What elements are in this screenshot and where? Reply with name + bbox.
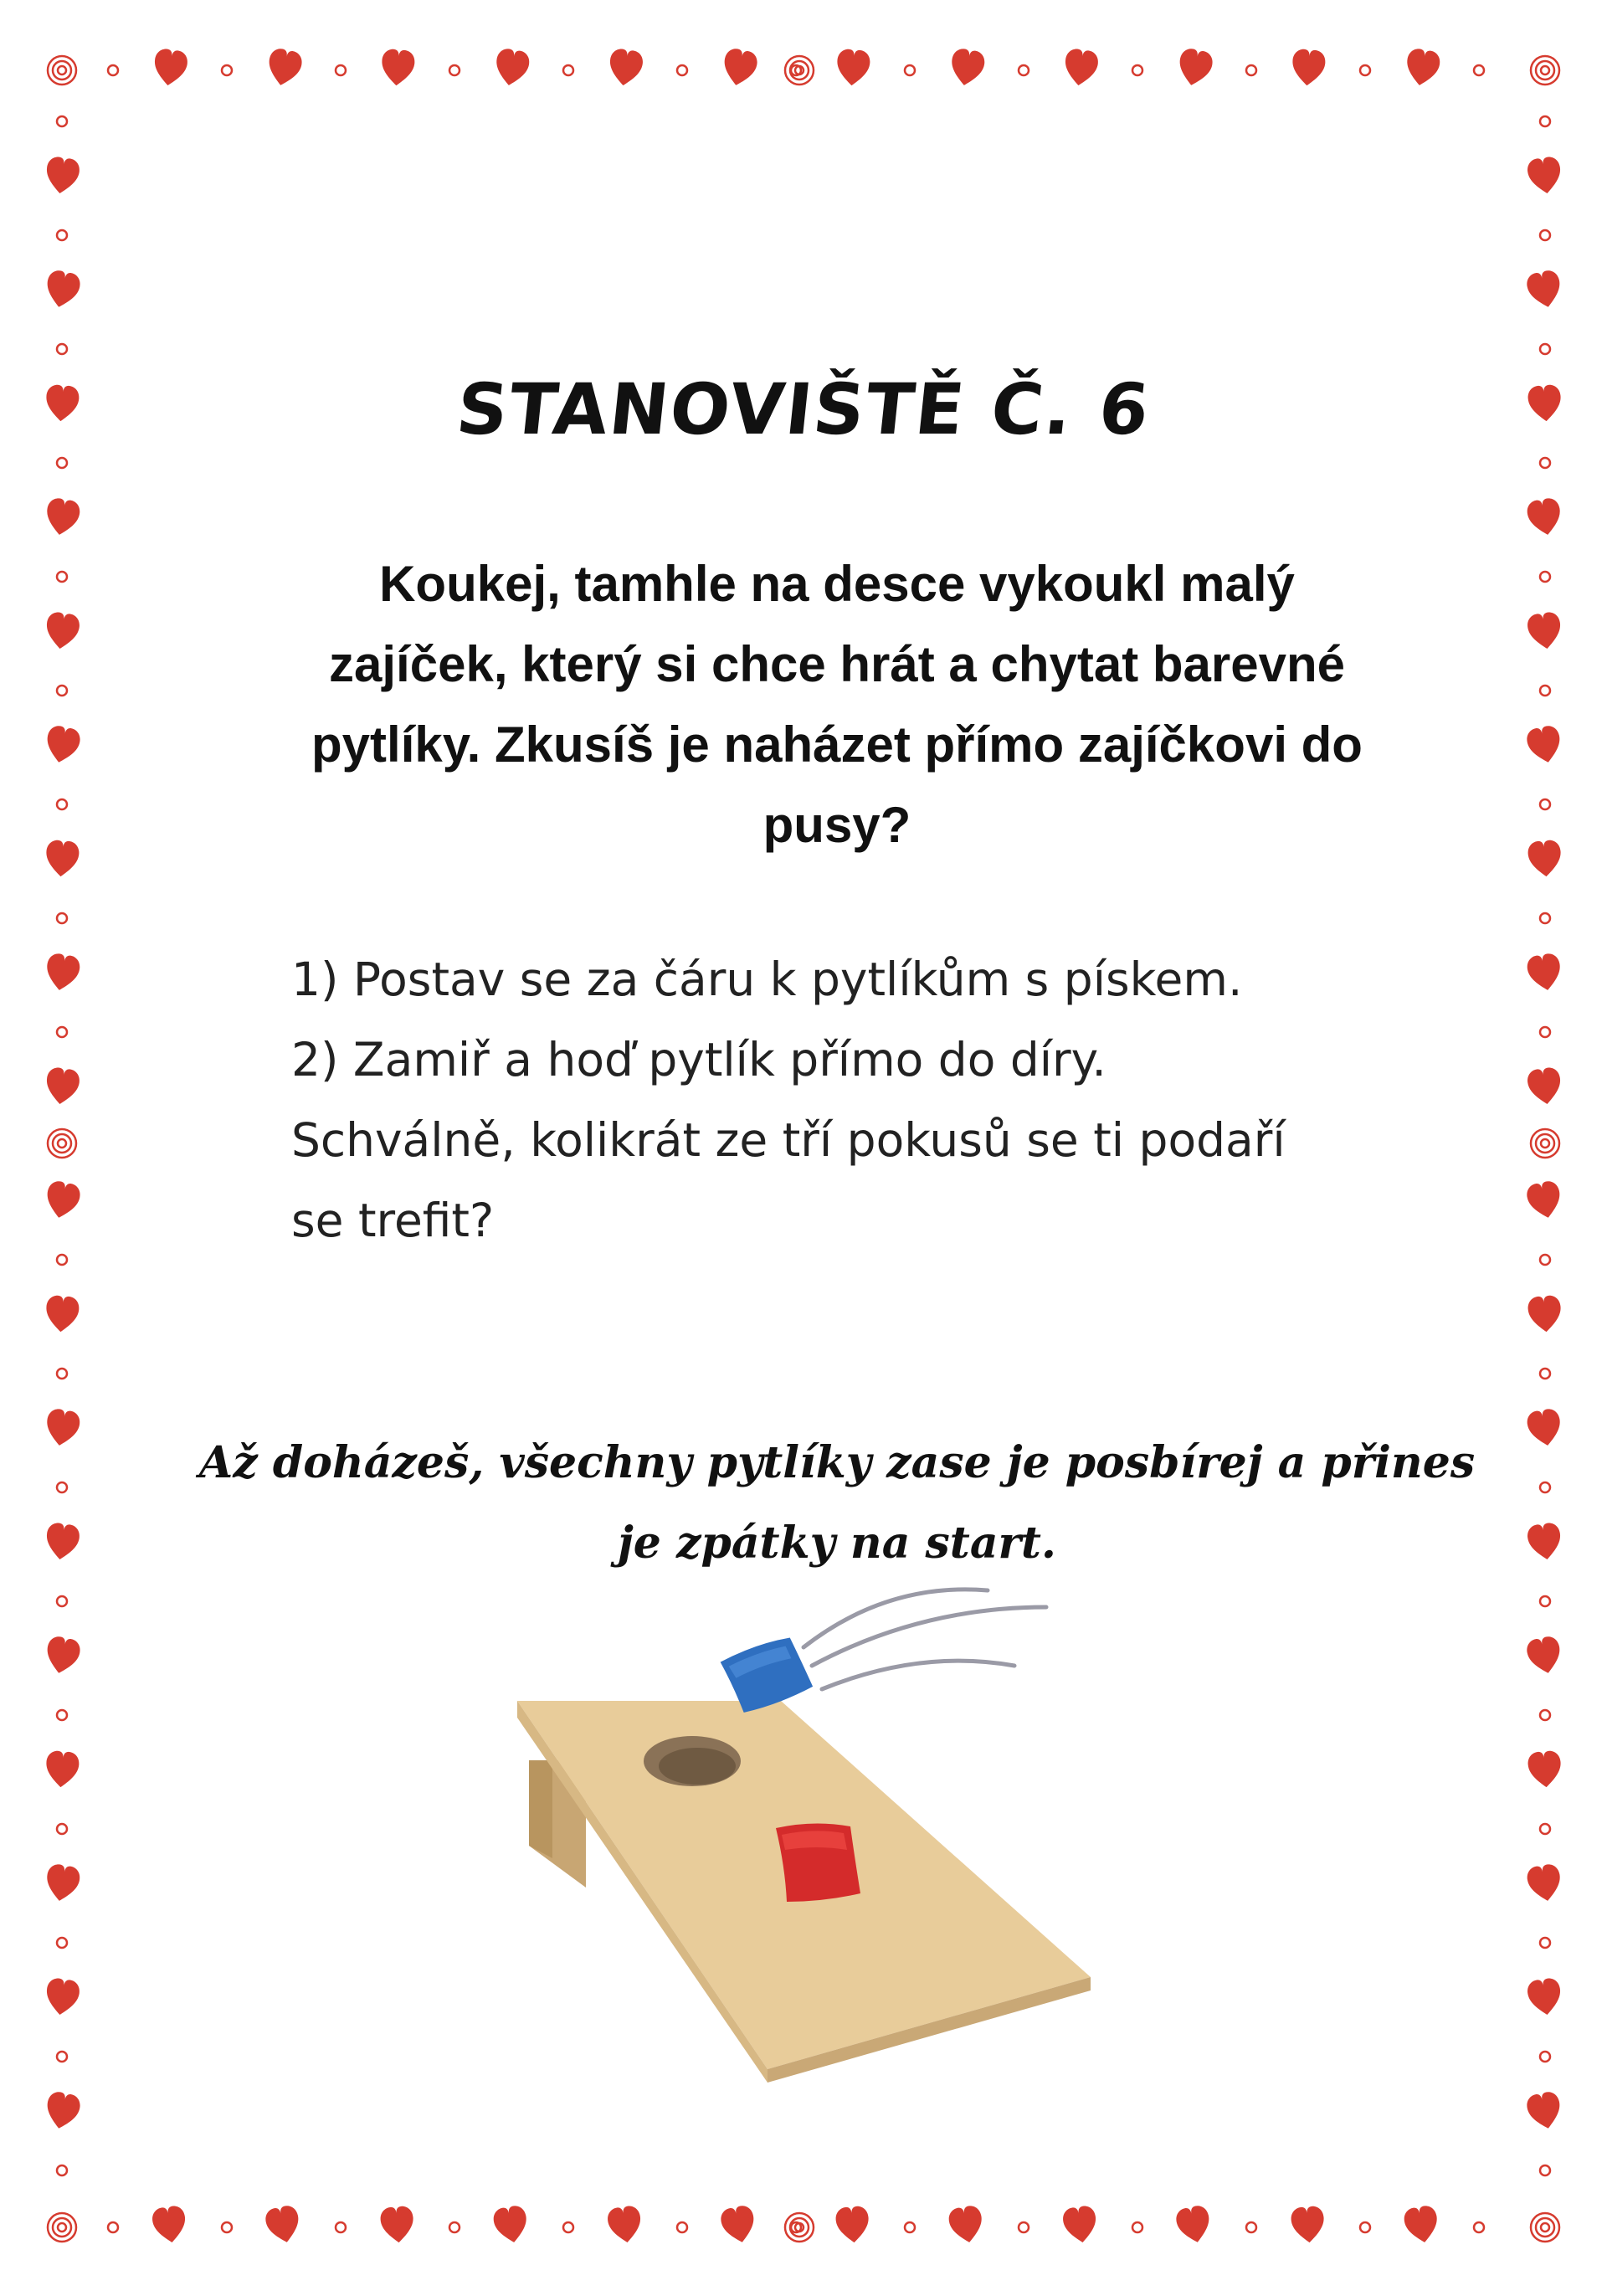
small-ring-icon xyxy=(1540,344,1550,354)
small-ring-icon xyxy=(57,1255,67,1265)
heart-icon xyxy=(151,48,189,88)
heart-icon xyxy=(493,47,531,88)
heart-icon xyxy=(1525,724,1564,766)
small-ring-icon xyxy=(57,1938,67,1948)
small-ring-icon xyxy=(1540,799,1550,809)
small-ring-icon xyxy=(1540,1482,1550,1492)
small-ring-icon xyxy=(449,65,460,75)
small-ring-icon xyxy=(563,2222,573,2232)
small-ring-icon xyxy=(905,65,915,75)
red-bean-bag xyxy=(776,1823,860,1902)
heart-icon xyxy=(43,1179,82,1221)
heart-icon xyxy=(380,49,416,87)
heart-icon xyxy=(1062,48,1100,88)
small-ring-icon xyxy=(57,1027,67,1037)
heart-icon xyxy=(44,611,81,651)
small-ring-icon xyxy=(1474,65,1484,75)
small-ring-icon xyxy=(222,2222,232,2232)
heart-icon xyxy=(151,2205,188,2245)
motion-line-2 xyxy=(812,1607,1046,1666)
heart-icon xyxy=(1525,1179,1564,1221)
small-ring-icon xyxy=(1132,65,1142,75)
target-ring-icon xyxy=(785,56,814,85)
small-ring-icon xyxy=(57,572,67,582)
heart-icon xyxy=(43,724,82,766)
target-ring-icon xyxy=(1531,56,1559,85)
heart-icon xyxy=(44,156,81,196)
small-ring-icon xyxy=(1540,1027,1550,1037)
small-ring-icon xyxy=(1540,1710,1550,1720)
heart-icon xyxy=(43,1635,82,1677)
heart-icon xyxy=(44,1750,80,1789)
heart-icon xyxy=(44,1522,81,1562)
small-ring-icon xyxy=(57,230,67,240)
small-ring-icon xyxy=(1540,116,1550,126)
heart-icon xyxy=(1527,840,1563,878)
step-1: 1) Postav se za čáru k pytlíkům s pískem. xyxy=(291,953,1243,1006)
heart-icon xyxy=(44,1066,81,1107)
intro-paragraph: Koukej, tamhle na desce vykoukl malý zajíček, který si chce hrát a chytat barevné pytlíky. Zkusíš je naházet přímo zajíčkovi do pusy? xyxy=(311,556,1363,853)
target-ring-icon xyxy=(1531,1129,1559,1158)
small-ring-icon xyxy=(1540,686,1550,696)
heart-icon xyxy=(44,1977,81,2017)
board-leg-shade xyxy=(529,1760,552,1858)
board-hole-inner xyxy=(659,1748,736,1785)
target-ring-icon xyxy=(48,2213,76,2242)
heart-icon xyxy=(1290,2206,1326,2244)
small-ring-icon xyxy=(677,2222,687,2232)
heart-icon xyxy=(606,2205,644,2245)
heart-icon xyxy=(1526,1407,1564,1448)
heart-icon xyxy=(44,1862,82,1903)
small-ring-icon xyxy=(57,2165,67,2175)
heart-icon xyxy=(1525,269,1564,311)
closing-note: Až doházeš, všechny pytlíky zase je posbírej a přines je zpátky na start. xyxy=(198,1437,1476,1569)
small-ring-icon xyxy=(57,2052,67,2062)
motion-line-1 xyxy=(804,1590,988,1647)
heart-icon xyxy=(44,1407,82,1448)
small-ring-icon xyxy=(1246,65,1256,75)
heart-icon xyxy=(379,2206,415,2244)
small-ring-icon xyxy=(1019,2222,1029,2232)
heart-icon xyxy=(43,269,82,311)
target-ring-icon xyxy=(48,56,76,85)
heart-icon xyxy=(264,2204,303,2246)
small-ring-icon xyxy=(336,2222,346,2232)
target-ring-icon xyxy=(1531,2213,1559,2242)
cornhole-board-illustration xyxy=(502,1557,1138,2109)
small-ring-icon xyxy=(1540,1596,1550,1606)
small-ring-icon xyxy=(1540,1824,1550,1834)
small-ring-icon xyxy=(57,116,67,126)
small-ring-icon xyxy=(1540,230,1550,240)
small-ring-icon xyxy=(336,65,346,75)
heart-icon xyxy=(834,2206,870,2244)
heart-icon xyxy=(1526,1066,1563,1107)
small-ring-icon xyxy=(1540,2052,1550,2062)
heart-icon xyxy=(1291,49,1327,87)
heart-icon xyxy=(1403,2204,1441,2245)
heart-icon xyxy=(1525,2090,1564,2132)
small-ring-icon xyxy=(57,458,67,468)
small-ring-icon xyxy=(57,1596,67,1606)
heart-icon xyxy=(607,48,644,88)
heart-icon xyxy=(1527,1750,1563,1789)
small-ring-icon xyxy=(57,1369,67,1379)
heart-icon xyxy=(1526,952,1564,993)
target-ring-icon xyxy=(48,1129,76,1158)
instructions-list xyxy=(291,939,1379,1261)
heart-icon xyxy=(1174,2204,1214,2246)
heart-icon xyxy=(492,2204,531,2245)
heart-icon xyxy=(947,2204,986,2245)
heart-icon xyxy=(1526,1522,1563,1562)
small-ring-icon xyxy=(222,65,232,75)
heart-icon xyxy=(43,2090,82,2132)
small-ring-icon xyxy=(1540,572,1550,582)
small-ring-icon xyxy=(1360,2222,1370,2232)
heart-icon xyxy=(835,49,871,87)
small-ring-icon xyxy=(57,1710,67,1720)
heart-icon xyxy=(44,840,80,878)
heart-icon xyxy=(1526,496,1564,537)
heart-icon xyxy=(1404,47,1442,88)
heart-icon xyxy=(1526,1862,1564,1903)
small-ring-icon xyxy=(57,1824,67,1834)
small-ring-icon xyxy=(1132,2222,1142,2232)
small-ring-icon xyxy=(563,65,573,75)
small-ring-icon xyxy=(1019,65,1029,75)
heart-icon xyxy=(1527,1295,1563,1333)
heart-icon xyxy=(264,47,304,89)
motion-line-3 xyxy=(822,1661,1014,1689)
heart-icon xyxy=(44,952,82,993)
small-ring-icon xyxy=(1540,1369,1550,1379)
heart-icon xyxy=(948,47,987,88)
heart-icon xyxy=(720,47,759,89)
challenge-line-1: Schválně, kolikrát ze tří pokusů se ti podaří xyxy=(291,1113,1286,1167)
small-ring-icon xyxy=(1246,2222,1256,2232)
small-ring-icon xyxy=(108,65,118,75)
target-ring-icon xyxy=(785,2213,814,2242)
heart-icon xyxy=(1061,2205,1099,2245)
small-ring-icon xyxy=(1540,2165,1550,2175)
small-ring-icon xyxy=(1540,1255,1550,1265)
small-ring-icon xyxy=(57,799,67,809)
heart-icon xyxy=(1175,47,1214,89)
small-ring-icon xyxy=(57,686,67,696)
small-ring-icon xyxy=(1540,458,1550,468)
small-ring-icon xyxy=(1540,913,1550,923)
small-ring-icon xyxy=(1474,2222,1484,2232)
small-ring-icon xyxy=(1540,1938,1550,1948)
small-ring-icon xyxy=(57,913,67,923)
page-title: STANOVIŠTĚ Č. 6 xyxy=(453,368,1154,450)
challenge-line-2: se trefit? xyxy=(291,1194,495,1247)
heart-icon xyxy=(1526,1977,1563,2017)
heart-icon xyxy=(719,2204,758,2246)
step-2: 2) Zamiř a hoď pytlík přímo do díry. xyxy=(291,1033,1106,1086)
small-ring-icon xyxy=(108,2222,118,2232)
small-ring-icon xyxy=(57,1482,67,1492)
heart-icon xyxy=(44,496,82,537)
heart-icon xyxy=(1526,156,1563,196)
small-ring-icon xyxy=(1360,65,1370,75)
heart-icon xyxy=(44,1295,80,1333)
small-ring-icon xyxy=(449,2222,460,2232)
small-ring-icon xyxy=(905,2222,915,2232)
heart-icon xyxy=(1525,1635,1564,1677)
small-ring-icon xyxy=(57,344,67,354)
small-ring-icon xyxy=(677,65,687,75)
heart-icon xyxy=(1526,611,1563,651)
